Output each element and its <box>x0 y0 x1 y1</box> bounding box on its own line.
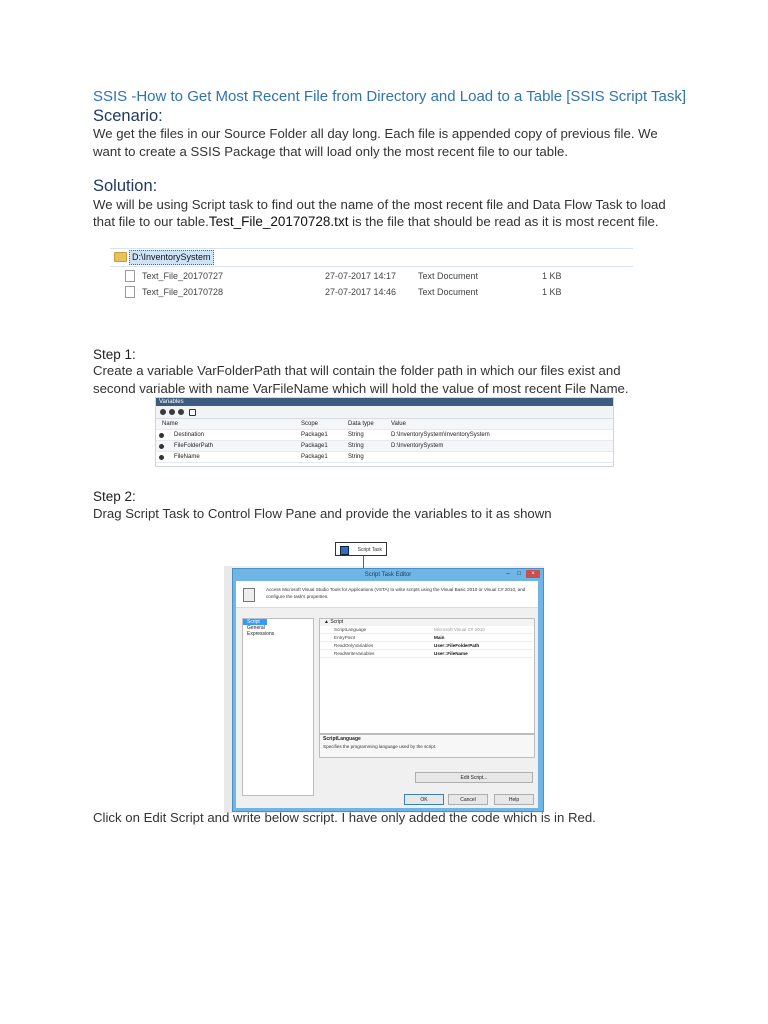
file-row <box>125 286 635 300</box>
variable-value: D:\InventorySystem <box>391 443 444 449</box>
grid-options-icon <box>189 409 196 416</box>
script-task-editor-dialog <box>232 568 544 812</box>
ok-button: OK <box>404 794 444 805</box>
text-file-icon <box>125 270 135 282</box>
column-scope: Scope <box>301 421 319 427</box>
file-explorer-screenshot <box>110 248 633 303</box>
help-button: Help <box>494 794 534 805</box>
editor-nav-list <box>242 618 314 796</box>
step2-heading: Step 2: <box>93 489 136 504</box>
property-key: ReadWriteVariables <box>334 651 375 656</box>
property-value: Microsoft Visual C# 2010 <box>434 627 485 632</box>
property-key: ScriptLanguage <box>334 627 367 632</box>
edit-script-button: Edit Script... <box>415 772 533 783</box>
variable-icon <box>159 433 164 438</box>
property-key: EntryPoint <box>334 635 356 640</box>
property-category <box>320 619 534 626</box>
column-data-type: Data type <box>348 421 374 427</box>
help-text: Specifies the programming language used by the script. <box>323 744 437 749</box>
file-date: 27-07-2017 14:17 <box>325 271 397 281</box>
text-file-icon <box>125 286 135 298</box>
variable-type: String <box>348 454 364 460</box>
variables-window-screenshot <box>155 397 614 467</box>
property-key: ReadOnlyVariables <box>334 643 374 648</box>
nav-item-script: Script <box>243 619 267 625</box>
property-row <box>320 626 534 634</box>
explorer-address-bar <box>110 248 633 267</box>
category-label: Script <box>330 619 344 625</box>
nav-item-general: General <box>247 625 265 631</box>
scenario-line-1: We get the files in our Source Folder all day long. Each file is appended copy of previous file. We <box>93 126 658 141</box>
variable-row <box>156 452 613 463</box>
collapse-icon: ▲ <box>324 619 331 625</box>
variable-row <box>156 441 613 452</box>
column-value: Value <box>391 421 406 427</box>
script-task-label: Script Task <box>357 547 382 553</box>
variable-type: String <box>348 443 364 449</box>
file-type: Text Document <box>418 271 479 281</box>
variable-scope: Package1 <box>301 432 328 438</box>
variable-type: String <box>348 432 364 438</box>
scenario-line-2: want to create a SSIS Package that will load only the most recent file to our table. <box>93 144 569 159</box>
property-value: Main <box>434 635 445 640</box>
scenario-heading: Scenario: <box>93 107 163 125</box>
dialog-body <box>236 581 538 808</box>
script-task-icon <box>340 546 349 555</box>
article-title: SSIS -How to Get Most Recent File from Directory and Load to a Table [SSIS Script Task] <box>93 88 687 105</box>
variables-toolbar <box>156 406 613 419</box>
variable-row <box>156 430 613 441</box>
solution-line-2-prefix: that file to our table. <box>93 214 209 229</box>
dialog-description <box>236 581 538 608</box>
variable-value: D:\InventorySystem\InventorySystem <box>391 432 490 438</box>
solution-line-2-suffix: is the file that should be read as it is most recent file. <box>348 214 659 229</box>
variable-scope: Package1 <box>301 443 328 449</box>
step1-line-2: second variable with name VarFileName which will hold the value of most recent File Name. <box>93 381 629 396</box>
variable-scope: Package1 <box>301 454 328 460</box>
variables-header <box>156 419 613 430</box>
property-grid <box>319 618 535 734</box>
delete-variable-icon <box>178 409 184 415</box>
designer-left-strip <box>224 566 232 813</box>
variable-name: Destination <box>174 432 205 438</box>
variable-name: FileName <box>174 454 200 460</box>
property-row <box>320 642 534 650</box>
solution-heading: Solution: <box>93 177 158 195</box>
file-row <box>125 270 635 284</box>
add-variable-icon <box>160 409 166 415</box>
script-task-icon <box>243 588 255 602</box>
property-row <box>320 650 534 658</box>
file-size: 1 KB <box>542 287 562 297</box>
property-row <box>320 634 534 642</box>
close-icon: × <box>526 570 540 578</box>
dialog-title: Script Task Editor <box>364 572 412 578</box>
nav-item-expressions: Expressions <box>247 631 275 637</box>
maximize-icon: □ <box>517 571 521 577</box>
explorer-path: D:\InventorySystem <box>129 250 214 265</box>
description-text: Access Microsoft Visual Studio Tools for Applications (VSTA) to write scripts using the Visual Basic 2010 or Visual C# 2010, and configure the task's properties. <box>266 587 526 599</box>
variable-name: FileFolderPath <box>174 443 214 449</box>
property-value: User::FileFolderPath <box>434 643 480 648</box>
file-date: 27-07-2017 14:46 <box>325 287 397 297</box>
file-type: Text Document <box>418 287 479 297</box>
file-name: Text_File_20170728 <box>142 287 224 297</box>
variable-icon <box>159 444 164 449</box>
script-task-editor-screenshot <box>224 538 544 813</box>
step2-line-1: Drag Script Task to Control Flow Pane and provide the variables to it as shown <box>93 506 552 521</box>
variables-title: Variables <box>156 398 613 406</box>
control-flow-canvas <box>224 538 544 566</box>
move-variable-icon <box>169 409 175 415</box>
solution-line-1: We will be using Script task to find out the name of the most recent file and Data Flow Task to load <box>93 197 666 212</box>
solution-filename: Test_File_20170728.txt <box>208 214 349 229</box>
step1-line-1: Create a variable VarFolderPath that will contain the folder path in which our files exist and <box>93 363 621 378</box>
property-value: User::FileName <box>434 651 468 656</box>
column-name: Name <box>162 421 179 427</box>
script-task-node <box>335 542 387 556</box>
cancel-button: Cancel <box>448 794 488 805</box>
step1-heading: Step 1: <box>93 347 136 362</box>
file-name: Text_File_20170727 <box>142 271 224 281</box>
minimize-icon: – <box>506 571 510 577</box>
solution-line-2 <box>93 213 659 231</box>
help-title: ScriptLanguage <box>323 736 361 742</box>
file-size: 1 KB <box>542 271 562 281</box>
property-help-panel <box>319 734 535 758</box>
instruction-line: Click on Edit Script and write below script. I have only added the code which is in Red. <box>93 810 596 825</box>
folder-icon <box>114 252 127 262</box>
variable-icon <box>159 455 164 460</box>
precedence-connector <box>363 556 364 568</box>
